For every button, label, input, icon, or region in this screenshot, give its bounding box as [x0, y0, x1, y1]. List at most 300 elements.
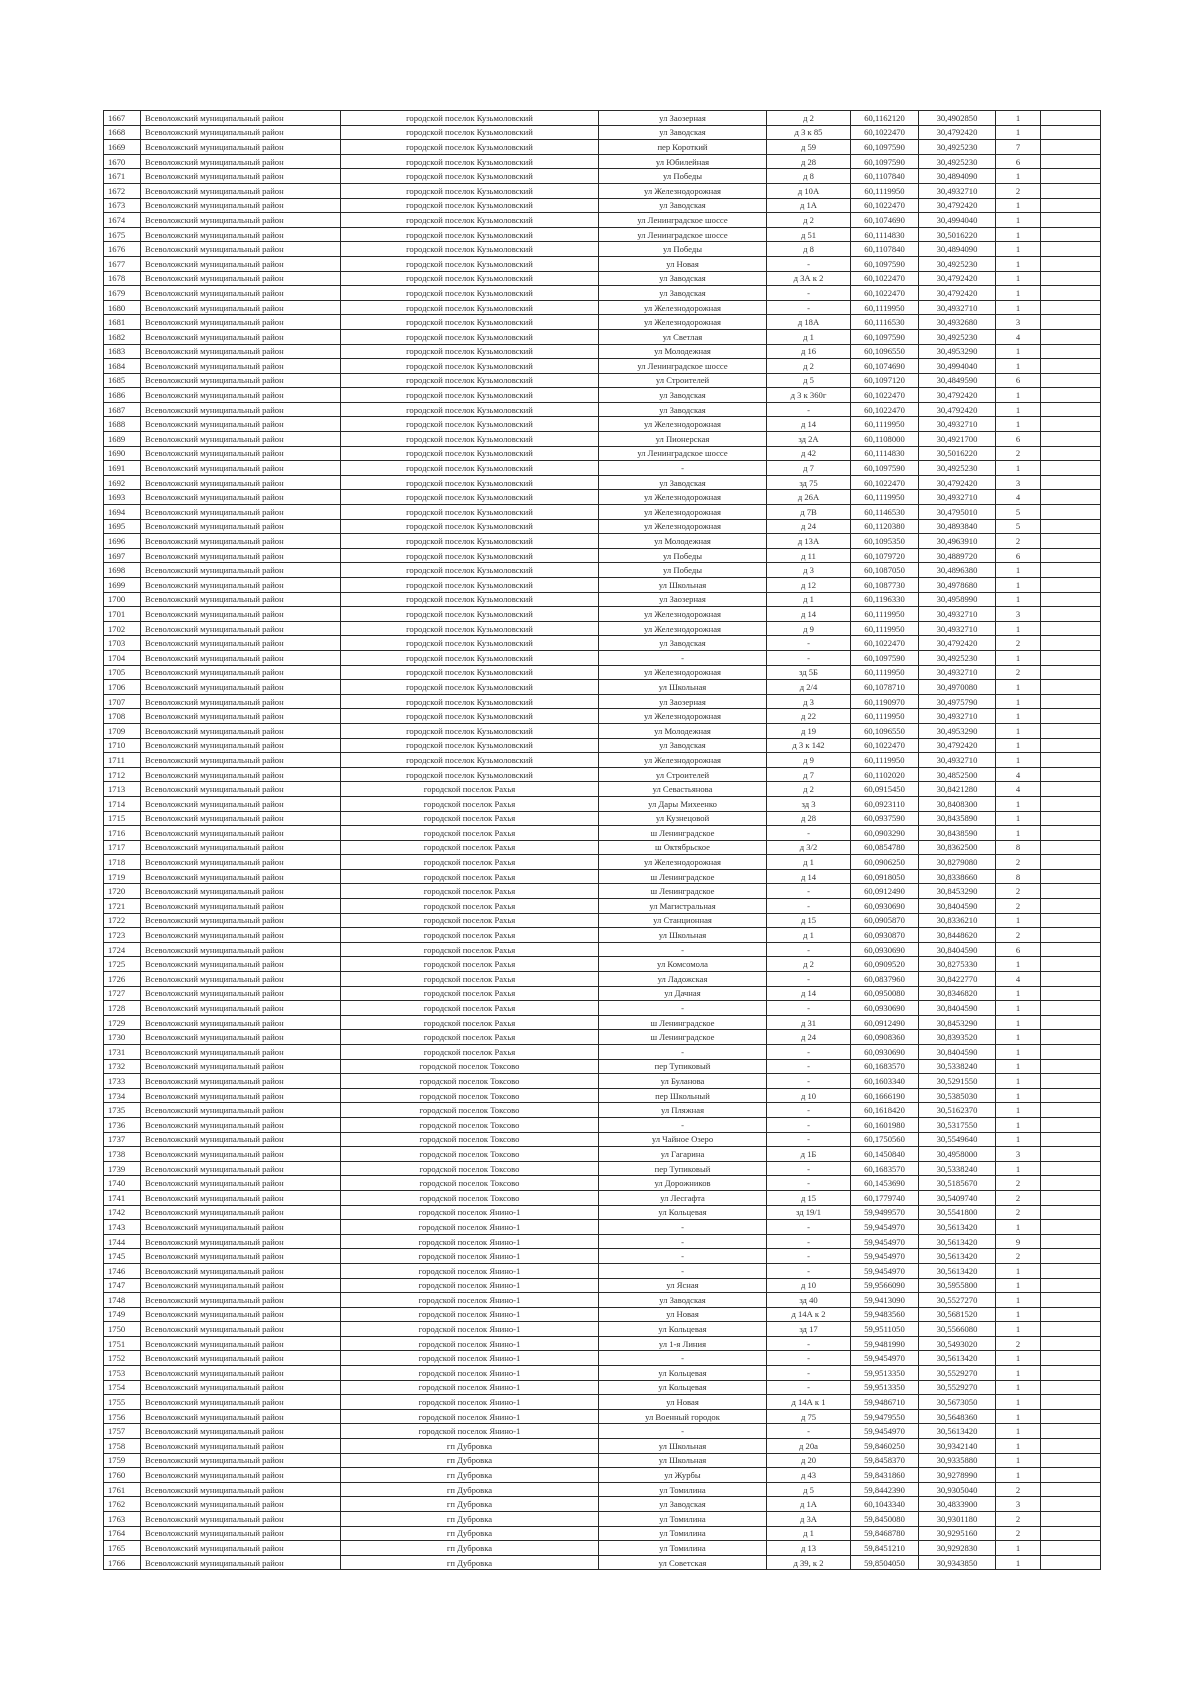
- row-number: 1762: [104, 1497, 141, 1512]
- district-cell: Всеволожский муниципальный район: [141, 1074, 341, 1089]
- street-cell: пер Короткий: [599, 140, 767, 155]
- row-number: 1675: [104, 227, 141, 242]
- street-cell: ул Железнодорожная: [599, 183, 767, 198]
- house-cell: д 14: [767, 869, 851, 884]
- district-cell: Всеволожский муниципальный район: [141, 1526, 341, 1541]
- table-row: [104, 1424, 1101, 1439]
- table-row: [104, 1541, 1101, 1556]
- house-cell: д 24: [767, 519, 851, 534]
- district-cell: Всеволожский муниципальный район: [141, 1307, 341, 1322]
- district-cell: Всеволожский муниципальный район: [141, 519, 341, 534]
- count-cell: 2: [996, 1512, 1041, 1527]
- table-row: [104, 1482, 1101, 1497]
- longitude-cell: 30,4932710: [919, 300, 996, 315]
- street-cell: -: [599, 650, 767, 665]
- latitude-cell: 60,1666190: [851, 1088, 919, 1103]
- district-cell: Всеволожский муниципальный район: [141, 650, 341, 665]
- longitude-cell: 30,8275330: [919, 957, 996, 972]
- latitude-cell: 59,8451210: [851, 1541, 919, 1556]
- house-cell: д 3 к 85: [767, 125, 851, 140]
- count-cell: 2: [996, 855, 1041, 870]
- street-cell: -: [599, 1117, 767, 1132]
- empty-cell: [1041, 1512, 1101, 1527]
- count-cell: 6: [996, 154, 1041, 169]
- count-cell: 1: [996, 621, 1041, 636]
- empty-cell: [1041, 183, 1101, 198]
- district-cell: Всеволожский муниципальный район: [141, 1351, 341, 1366]
- settlement-cell: городской поселок Кузьмоловский: [341, 665, 599, 680]
- district-cell: Всеволожский муниципальный район: [141, 1001, 341, 1016]
- district-cell: Всеволожский муниципальный район: [141, 432, 341, 447]
- house-cell: д 3А: [767, 1512, 851, 1527]
- street-cell: ул Строителей: [599, 373, 767, 388]
- settlement-cell: гп Дубровка: [341, 1541, 599, 1556]
- house-cell: -: [767, 884, 851, 899]
- table-row: [104, 1176, 1101, 1191]
- row-number: 1732: [104, 1059, 141, 1074]
- empty-cell: [1041, 300, 1101, 315]
- row-number: 1681: [104, 315, 141, 330]
- count-cell: 1: [996, 1278, 1041, 1293]
- count-cell: 1: [996, 709, 1041, 724]
- house-cell: д 13А: [767, 534, 851, 549]
- street-cell: ул Победы: [599, 548, 767, 563]
- table-row: [104, 913, 1101, 928]
- district-cell: Всеволожский муниципальный район: [141, 402, 341, 417]
- empty-cell: [1041, 1030, 1101, 1045]
- latitude-cell: 60,1078710: [851, 680, 919, 695]
- longitude-cell: 30,5613420: [919, 1220, 996, 1235]
- row-number: 1756: [104, 1409, 141, 1424]
- count-cell: 1: [996, 300, 1041, 315]
- house-cell: зд 19/1: [767, 1205, 851, 1220]
- street-cell: ул Томилина: [599, 1526, 767, 1541]
- district-cell: Всеволожский муниципальный район: [141, 680, 341, 695]
- latitude-cell: 60,0905870: [851, 913, 919, 928]
- count-cell: 1: [996, 227, 1041, 242]
- street-cell: ул Новая: [599, 1307, 767, 1322]
- count-cell: 1: [996, 1293, 1041, 1308]
- settlement-cell: городской поселок Кузьмоловский: [341, 694, 599, 709]
- longitude-cell: 30,5613420: [919, 1351, 996, 1366]
- settlement-cell: городской поселок Рахья: [341, 1045, 599, 1060]
- house-cell: д 75: [767, 1409, 851, 1424]
- settlement-cell: городской поселок Кузьмоловский: [341, 723, 599, 738]
- count-cell: 1: [996, 826, 1041, 841]
- longitude-cell: 30,5338240: [919, 1059, 996, 1074]
- count-cell: 4: [996, 972, 1041, 987]
- table-row: [104, 286, 1101, 301]
- empty-cell: [1041, 1278, 1101, 1293]
- row-number: 1757: [104, 1424, 141, 1439]
- table-row: [104, 957, 1101, 972]
- table-row: [104, 1512, 1101, 1527]
- house-cell: д 20: [767, 1453, 851, 1468]
- district-cell: Всеволожский муниципальный район: [141, 242, 341, 257]
- district-cell: Всеволожский муниципальный район: [141, 344, 341, 359]
- count-cell: 1: [996, 1132, 1041, 1147]
- street-cell: ул Заводская: [599, 475, 767, 490]
- empty-cell: [1041, 534, 1101, 549]
- count-cell: 1: [996, 753, 1041, 768]
- house-cell: д 7: [767, 461, 851, 476]
- settlement-cell: городской поселок Кузьмоловский: [341, 402, 599, 417]
- latitude-cell: 60,1779740: [851, 1190, 919, 1205]
- row-number: 1688: [104, 417, 141, 432]
- table-row: [104, 709, 1101, 724]
- latitude-cell: 60,1022470: [851, 198, 919, 213]
- house-cell: д 42: [767, 446, 851, 461]
- longitude-cell: 30,4921700: [919, 432, 996, 447]
- settlement-cell: городской поселок Токсово: [341, 1147, 599, 1162]
- row-number: 1695: [104, 519, 141, 534]
- latitude-cell: 59,9454970: [851, 1263, 919, 1278]
- row-number: 1667: [104, 111, 141, 126]
- house-cell: д 16: [767, 344, 851, 359]
- row-number: 1701: [104, 607, 141, 622]
- latitude-cell: 60,1119950: [851, 490, 919, 505]
- empty-cell: [1041, 1468, 1101, 1483]
- row-number: 1765: [104, 1541, 141, 1556]
- settlement-cell: городской поселок Кузьмоловский: [341, 432, 599, 447]
- street-cell: ул Заводская: [599, 636, 767, 651]
- count-cell: 5: [996, 519, 1041, 534]
- table-row: [104, 446, 1101, 461]
- count-cell: 1: [996, 1380, 1041, 1395]
- settlement-cell: гп Дубровка: [341, 1453, 599, 1468]
- count-cell: 1: [996, 578, 1041, 593]
- street-cell: ул Дорожников: [599, 1176, 767, 1191]
- empty-cell: [1041, 694, 1101, 709]
- empty-cell: [1041, 1176, 1101, 1191]
- empty-cell: [1041, 315, 1101, 330]
- row-number: 1750: [104, 1322, 141, 1337]
- row-number: 1683: [104, 344, 141, 359]
- house-cell: д 3 к 142: [767, 738, 851, 753]
- latitude-cell: 60,1119950: [851, 665, 919, 680]
- latitude-cell: 60,1108000: [851, 432, 919, 447]
- empty-cell: [1041, 140, 1101, 155]
- row-number: 1727: [104, 986, 141, 1001]
- empty-cell: [1041, 1322, 1101, 1337]
- table-row: [104, 1015, 1101, 1030]
- longitude-cell: 30,4792420: [919, 475, 996, 490]
- table-row: [104, 665, 1101, 680]
- row-number: 1728: [104, 1001, 141, 1016]
- district-cell: Всеволожский муниципальный район: [141, 855, 341, 870]
- house-cell: -: [767, 636, 851, 651]
- street-cell: ул Железнодорожная: [599, 519, 767, 534]
- empty-cell: [1041, 928, 1101, 943]
- empty-cell: [1041, 1395, 1101, 1410]
- latitude-cell: 60,1453690: [851, 1176, 919, 1191]
- table-row: [104, 1190, 1101, 1205]
- row-number: 1723: [104, 928, 141, 943]
- district-cell: Всеволожский муниципальный район: [141, 884, 341, 899]
- latitude-cell: 60,0918050: [851, 869, 919, 884]
- settlement-cell: городской поселок Кузьмоловский: [341, 198, 599, 213]
- district-cell: Всеволожский муниципальный район: [141, 840, 341, 855]
- longitude-cell: 30,4925230: [919, 329, 996, 344]
- row-number: 1685: [104, 373, 141, 388]
- empty-cell: [1041, 578, 1101, 593]
- house-cell: д 28: [767, 154, 851, 169]
- house-cell: -: [767, 972, 851, 987]
- latitude-cell: 60,1102020: [851, 767, 919, 782]
- table-row: [104, 329, 1101, 344]
- latitude-cell: 59,9481990: [851, 1336, 919, 1351]
- latitude-cell: 59,9511050: [851, 1322, 919, 1337]
- count-cell: 2: [996, 1526, 1041, 1541]
- house-cell: д 22: [767, 709, 851, 724]
- longitude-cell: 30,9305040: [919, 1482, 996, 1497]
- longitude-cell: 30,5527270: [919, 1293, 996, 1308]
- street-cell: ул Кольцевая: [599, 1366, 767, 1381]
- settlement-cell: городской поселок Кузьмоловский: [341, 563, 599, 578]
- empty-cell: [1041, 402, 1101, 417]
- row-number: 1706: [104, 680, 141, 695]
- settlement-cell: городской поселок Токсово: [341, 1117, 599, 1132]
- settlement-cell: городской поселок Кузьмоловский: [341, 650, 599, 665]
- latitude-cell: 60,1603340: [851, 1074, 919, 1089]
- count-cell: 1: [996, 213, 1041, 228]
- latitude-cell: 59,9454970: [851, 1249, 919, 1264]
- latitude-cell: 60,1095350: [851, 534, 919, 549]
- count-cell: 1: [996, 1409, 1041, 1424]
- table-row: [104, 1453, 1101, 1468]
- house-cell: д 10: [767, 1088, 851, 1103]
- settlement-cell: гп Дубровка: [341, 1555, 599, 1570]
- settlement-cell: городской поселок Токсово: [341, 1176, 599, 1191]
- table-row: [104, 840, 1101, 855]
- empty-cell: [1041, 1424, 1101, 1439]
- row-number: 1702: [104, 621, 141, 636]
- latitude-cell: 59,9454970: [851, 1351, 919, 1366]
- longitude-cell: 30,9295160: [919, 1526, 996, 1541]
- district-cell: Всеволожский муниципальный район: [141, 1132, 341, 1147]
- row-number: 1731: [104, 1045, 141, 1060]
- district-cell: Всеволожский муниципальный район: [141, 1336, 341, 1351]
- empty-cell: [1041, 1453, 1101, 1468]
- settlement-cell: городской поселок Токсово: [341, 1103, 599, 1118]
- house-cell: д 9: [767, 753, 851, 768]
- empty-cell: [1041, 1045, 1101, 1060]
- longitude-cell: 30,8435890: [919, 811, 996, 826]
- table-row: [104, 1526, 1101, 1541]
- district-cell: Всеволожский муниципальный район: [141, 1088, 341, 1103]
- row-number: 1705: [104, 665, 141, 680]
- street-cell: -: [599, 461, 767, 476]
- settlement-cell: городской поселок Янино-1: [341, 1409, 599, 1424]
- street-cell: ул Кузнецовой: [599, 811, 767, 826]
- district-cell: Всеволожский муниципальный район: [141, 1482, 341, 1497]
- settlement-cell: городской поселок Кузьмоловский: [341, 475, 599, 490]
- empty-cell: [1041, 154, 1101, 169]
- row-number: 1721: [104, 899, 141, 914]
- empty-cell: [1041, 636, 1101, 651]
- street-cell: ул Гагарина: [599, 1147, 767, 1162]
- latitude-cell: 60,1043340: [851, 1497, 919, 1512]
- house-cell: д 7: [767, 767, 851, 782]
- empty-cell: [1041, 796, 1101, 811]
- table-row: [104, 1497, 1101, 1512]
- house-cell: зд 3: [767, 796, 851, 811]
- empty-cell: [1041, 738, 1101, 753]
- settlement-cell: городской поселок Янино-1: [341, 1205, 599, 1220]
- table-row: [104, 1468, 1101, 1483]
- row-number: 1671: [104, 169, 141, 184]
- district-cell: Всеволожский муниципальный район: [141, 811, 341, 826]
- street-cell: ул Молодежная: [599, 723, 767, 738]
- settlement-cell: городской поселок Кузьмоловский: [341, 242, 599, 257]
- table-row: [104, 1249, 1101, 1264]
- settlement-cell: городской поселок Кузьмоловский: [341, 578, 599, 593]
- house-cell: д 14: [767, 607, 851, 622]
- district-cell: Всеволожский муниципальный район: [141, 329, 341, 344]
- street-cell: ул Железнодорожная: [599, 621, 767, 636]
- settlement-cell: городской поселок Кузьмоловский: [341, 607, 599, 622]
- longitude-cell: 30,5016220: [919, 446, 996, 461]
- house-cell: д 51: [767, 227, 851, 242]
- table-row: [104, 592, 1101, 607]
- settlement-cell: городской поселок Токсово: [341, 1059, 599, 1074]
- table-row: [104, 1205, 1101, 1220]
- house-cell: д 1Б: [767, 1147, 851, 1162]
- longitude-cell: 30,9335880: [919, 1453, 996, 1468]
- house-cell: зд 2А: [767, 432, 851, 447]
- settlement-cell: городской поселок Рахья: [341, 899, 599, 914]
- house-cell: -: [767, 1045, 851, 1060]
- count-cell: 1: [996, 913, 1041, 928]
- row-number: 1712: [104, 767, 141, 782]
- row-number: 1696: [104, 534, 141, 549]
- count-cell: 1: [996, 1117, 1041, 1132]
- empty-cell: [1041, 1234, 1101, 1249]
- longitude-cell: 30,5613420: [919, 1263, 996, 1278]
- house-cell: д 7В: [767, 505, 851, 520]
- empty-cell: [1041, 1147, 1101, 1162]
- row-number: 1753: [104, 1366, 141, 1381]
- row-number: 1669: [104, 140, 141, 155]
- settlement-cell: городской поселок Янино-1: [341, 1322, 599, 1337]
- street-cell: ул Ясная: [599, 1278, 767, 1293]
- district-cell: Всеволожский муниципальный район: [141, 1424, 341, 1439]
- registry-table: [103, 110, 1101, 1570]
- table-row: [104, 723, 1101, 738]
- count-cell: 1: [996, 1161, 1041, 1176]
- settlement-cell: городской поселок Кузьмоловский: [341, 271, 599, 286]
- street-cell: ул Комсомола: [599, 957, 767, 972]
- house-cell: д 1: [767, 928, 851, 943]
- count-cell: 1: [996, 1015, 1041, 1030]
- settlement-cell: городской поселок Кузьмоловский: [341, 183, 599, 198]
- district-cell: Всеволожский муниципальный район: [141, 592, 341, 607]
- district-cell: Всеволожский муниципальный район: [141, 1409, 341, 1424]
- longitude-cell: 30,9343850: [919, 1555, 996, 1570]
- longitude-cell: 30,5493020: [919, 1336, 996, 1351]
- count-cell: 1: [996, 359, 1041, 374]
- latitude-cell: 60,0930690: [851, 899, 919, 914]
- settlement-cell: городской поселок Токсово: [341, 1088, 599, 1103]
- street-cell: ул Строителей: [599, 767, 767, 782]
- settlement-cell: городской поселок Рахья: [341, 1015, 599, 1030]
- longitude-cell: 30,9301180: [919, 1512, 996, 1527]
- table-row: [104, 607, 1101, 622]
- street-cell: ул Железнодорожная: [599, 490, 767, 505]
- row-number: 1694: [104, 505, 141, 520]
- house-cell: д 3 к 360г: [767, 388, 851, 403]
- table-row: [104, 621, 1101, 636]
- empty-cell: [1041, 913, 1101, 928]
- district-cell: Всеволожский муниципальный район: [141, 1103, 341, 1118]
- count-cell: 1: [996, 592, 1041, 607]
- street-cell: ул Дары Михеенко: [599, 796, 767, 811]
- settlement-cell: гп Дубровка: [341, 1468, 599, 1483]
- latitude-cell: 60,0903290: [851, 826, 919, 841]
- street-cell: ул Железнодорожная: [599, 665, 767, 680]
- street-cell: ул Молодежная: [599, 534, 767, 549]
- longitude-cell: 30,4978680: [919, 578, 996, 593]
- settlement-cell: городской поселок Кузьмоловский: [341, 111, 599, 126]
- house-cell: д 2: [767, 213, 851, 228]
- longitude-cell: 30,5541800: [919, 1205, 996, 1220]
- longitude-cell: 30,4932680: [919, 315, 996, 330]
- row-number: 1717: [104, 840, 141, 855]
- street-cell: ул Железнодорожная: [599, 855, 767, 870]
- longitude-cell: 30,4792420: [919, 286, 996, 301]
- house-cell: -: [767, 1132, 851, 1147]
- longitude-cell: 30,4953290: [919, 344, 996, 359]
- table-row: [104, 213, 1101, 228]
- count-cell: 2: [996, 1190, 1041, 1205]
- longitude-cell: 30,8453290: [919, 884, 996, 899]
- street-cell: ул Заводская: [599, 402, 767, 417]
- latitude-cell: 59,9566090: [851, 1278, 919, 1293]
- house-cell: д 8: [767, 169, 851, 184]
- longitude-cell: 30,4894090: [919, 242, 996, 257]
- table-row: [104, 826, 1101, 841]
- district-cell: Всеволожский муниципальный район: [141, 1190, 341, 1205]
- settlement-cell: городской поселок Янино-1: [341, 1220, 599, 1235]
- empty-cell: [1041, 169, 1101, 184]
- empty-cell: [1041, 680, 1101, 695]
- longitude-cell: 30,5613420: [919, 1424, 996, 1439]
- empty-cell: [1041, 256, 1101, 271]
- table-row: [104, 1220, 1101, 1235]
- table-row: [104, 1555, 1101, 1570]
- longitude-cell: 30,4925230: [919, 154, 996, 169]
- empty-cell: [1041, 1205, 1101, 1220]
- house-cell: д 3: [767, 694, 851, 709]
- count-cell: 1: [996, 1424, 1041, 1439]
- longitude-cell: 30,4932710: [919, 621, 996, 636]
- row-number: 1752: [104, 1351, 141, 1366]
- house-cell: д 5: [767, 1482, 851, 1497]
- district-cell: Всеволожский муниципальный район: [141, 154, 341, 169]
- longitude-cell: 30,4893840: [919, 519, 996, 534]
- district-cell: Всеволожский муниципальный район: [141, 461, 341, 476]
- house-cell: -: [767, 1074, 851, 1089]
- table-row: [104, 490, 1101, 505]
- row-number: 1684: [104, 359, 141, 374]
- district-cell: Всеволожский муниципальный район: [141, 1293, 341, 1308]
- latitude-cell: 60,1022470: [851, 271, 919, 286]
- count-cell: 2: [996, 534, 1041, 549]
- row-number: 1744: [104, 1234, 141, 1249]
- count-cell: 1: [996, 198, 1041, 213]
- street-cell: ул Железнодорожная: [599, 607, 767, 622]
- house-cell: -: [767, 1001, 851, 1016]
